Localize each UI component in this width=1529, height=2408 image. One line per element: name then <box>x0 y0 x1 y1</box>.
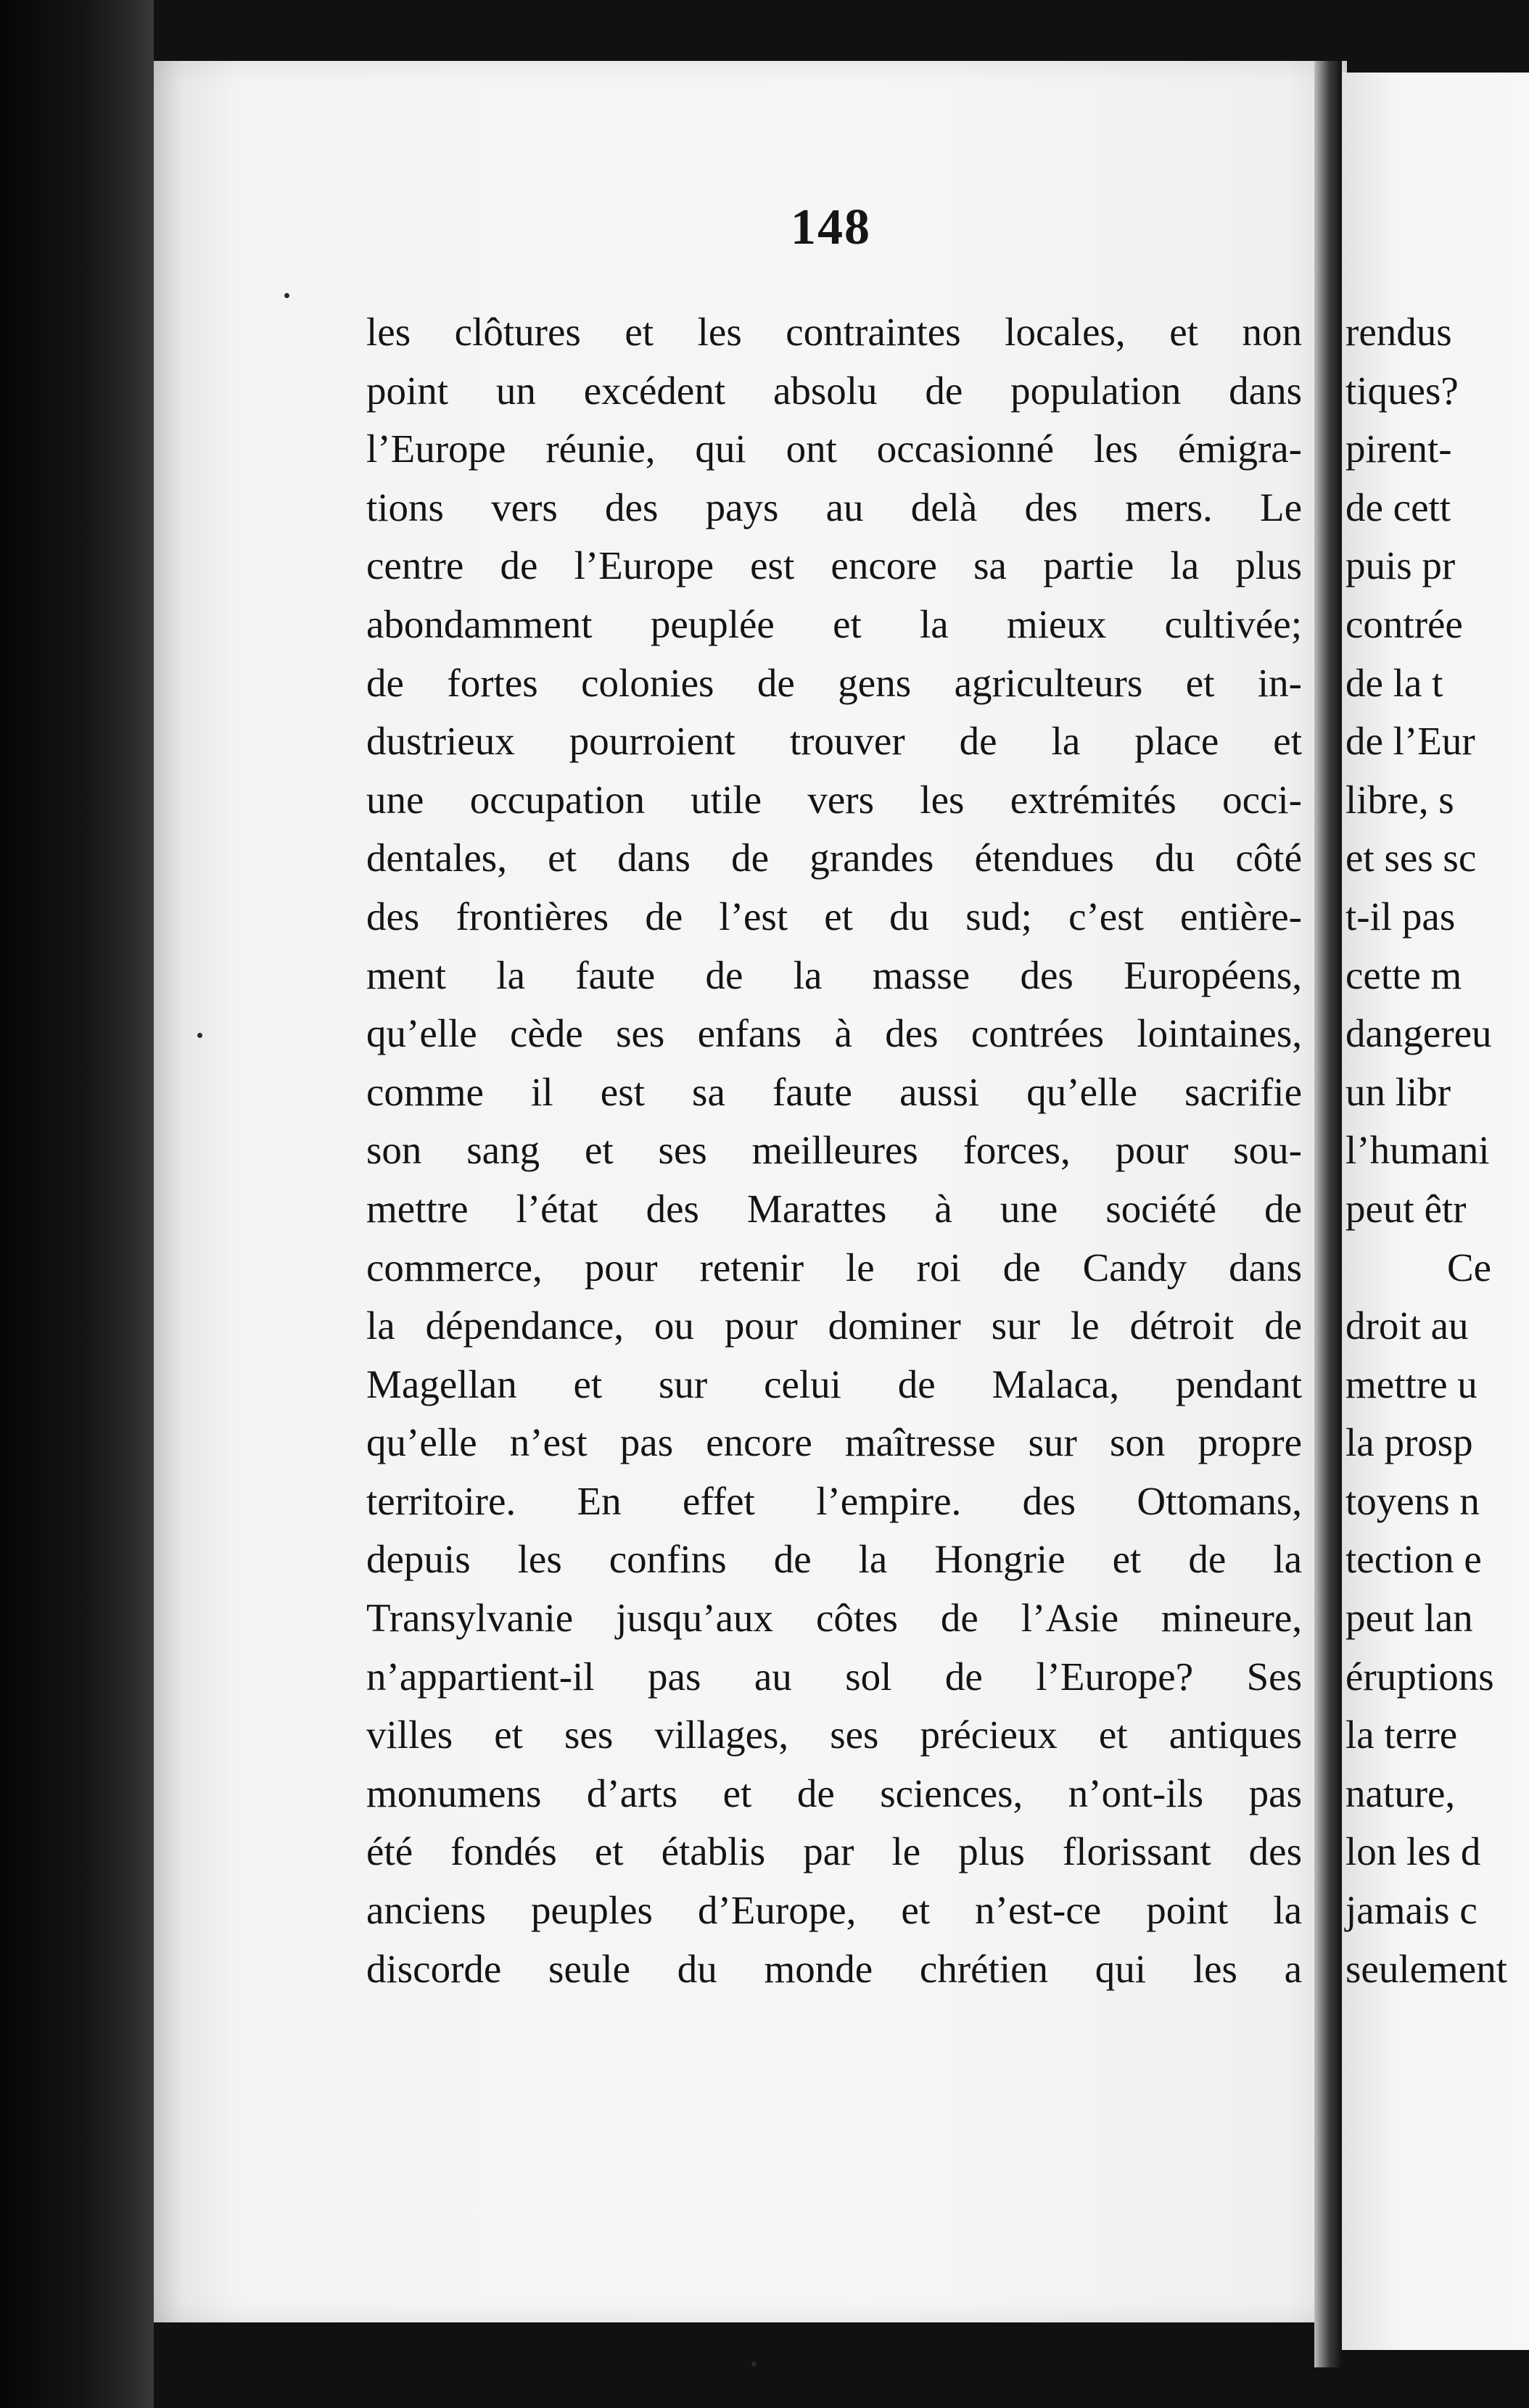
text-line: son sang et ses meilleures forces, pour sou- <box>366 1128 1302 1173</box>
text-line: ment la faute de la masse des Européens, <box>366 952 1302 997</box>
text-line: Transylvanie jusqu’aux côtes de l’Asie mineure, <box>366 1596 1302 1641</box>
text-line: anciens peuples d’Europe, et n’est-ce point la <box>366 1888 1302 1933</box>
text-line: contrée <box>1345 601 1463 646</box>
text-line: mettre l’état des Marattes à une société de <box>366 1186 1302 1231</box>
text-line: pirent- <box>1345 426 1452 471</box>
text-line: les clôtures et les contraintes locales, et non <box>366 310 1302 354</box>
text-line: tiques? <box>1345 368 1459 413</box>
text-line: l’humani <box>1345 1128 1490 1173</box>
text-line: peut lan <box>1345 1596 1473 1641</box>
text-line: été fondés et établis par le plus florissant des <box>366 1829 1302 1874</box>
text-line: éruptions <box>1345 1654 1494 1699</box>
page-number: 148 <box>791 199 871 255</box>
text-line: commerce, pour retenir le roi de Candy dans <box>366 1245 1302 1290</box>
text-line: rendus <box>1345 310 1452 354</box>
text-line: lon les d <box>1345 1829 1481 1874</box>
text-line: depuis les confins de la Hongrie et de la <box>366 1537 1302 1582</box>
right-page-text <box>1345 303 1507 1998</box>
paper-speck <box>197 1033 202 1038</box>
text-line: libre, s <box>1345 777 1454 822</box>
text-line: des frontières de l’est et du sud; c’est entière- <box>366 894 1302 939</box>
text-line: la prosp <box>1345 1420 1473 1465</box>
text-line: cette m <box>1345 952 1462 997</box>
text-line: la terre <box>1345 1712 1458 1757</box>
text-line: une occupation utile vers les extrémités occi- <box>366 777 1302 822</box>
text-line: de fortes colonies de gens agriculteurs et in- <box>366 660 1302 705</box>
text-line: discorde seule du monde chrétien qui les a <box>366 1946 1302 1991</box>
text-line: tions vers des pays au delà des mers. Le <box>366 485 1302 529</box>
text-line: abondamment peuplée et la mieux cultivée; <box>366 601 1302 646</box>
text-line: de cett <box>1345 485 1451 529</box>
text-line: mettre u <box>1345 1361 1478 1406</box>
text-line: et ses sc <box>1345 836 1477 881</box>
text-line: Ce <box>1447 1245 1492 1290</box>
text-line: un libr <box>1345 1069 1451 1114</box>
text-line: t-il pas <box>1345 894 1456 939</box>
text-line: puis pr <box>1345 543 1456 588</box>
text-line: de l’Eur <box>1345 719 1475 764</box>
text-line: qu’elle n’est pas encore maîtresse sur son propre <box>366 1420 1302 1465</box>
text-line: monumens d’arts et de sciences, n’ont-ils pas <box>366 1770 1302 1815</box>
text-line: nature, <box>1345 1770 1456 1815</box>
text-line: l’Europe réunie, qui ont occasionné les émigra- <box>366 426 1302 471</box>
text-line: seulement <box>1345 1946 1507 1991</box>
text-line: centre de l’Europe est encore sa partie la plus <box>366 543 1302 588</box>
text-line: point un excédent absolu de population dans <box>366 368 1302 413</box>
text-line: droit au <box>1345 1303 1469 1348</box>
text-line: toyens n <box>1345 1478 1480 1523</box>
text-line: villes et ses villages, ses précieux et antiques <box>366 1712 1302 1757</box>
text-line: tection e <box>1345 1537 1482 1582</box>
text-line: la dépendance, ou pour dominer sur le détroit de <box>366 1303 1302 1348</box>
text-line: dangereu <box>1345 1011 1492 1056</box>
text-line: territoire. En effet l’empire. des Ottomans, <box>366 1478 1302 1523</box>
left-page-text <box>366 303 1302 1998</box>
text-line: dustrieux pourroient trouver de la place et <box>366 719 1302 764</box>
text-line: peut êtr <box>1345 1186 1467 1231</box>
text-line: comme il est sa faute aussi qu’elle sacrifie <box>366 1069 1302 1114</box>
text-line: jamais c <box>1345 1888 1478 1933</box>
text-line: dentales, et dans de grandes étendues du côté <box>366 836 1302 881</box>
text-line: n’appartient-il pas au sol de l’Europe? Ses <box>366 1654 1302 1699</box>
text-line: Magellan et sur celui de Malaca, pendant <box>366 1361 1302 1406</box>
text-line: de la t <box>1345 660 1443 705</box>
book-spine-edge <box>0 0 154 2408</box>
text-line: qu’elle cède ses enfans à des contrées lointaines, <box>366 1011 1302 1056</box>
paper-speck <box>284 293 289 298</box>
paper-speck <box>751 2362 757 2367</box>
page-gutter <box>1314 61 1342 2367</box>
